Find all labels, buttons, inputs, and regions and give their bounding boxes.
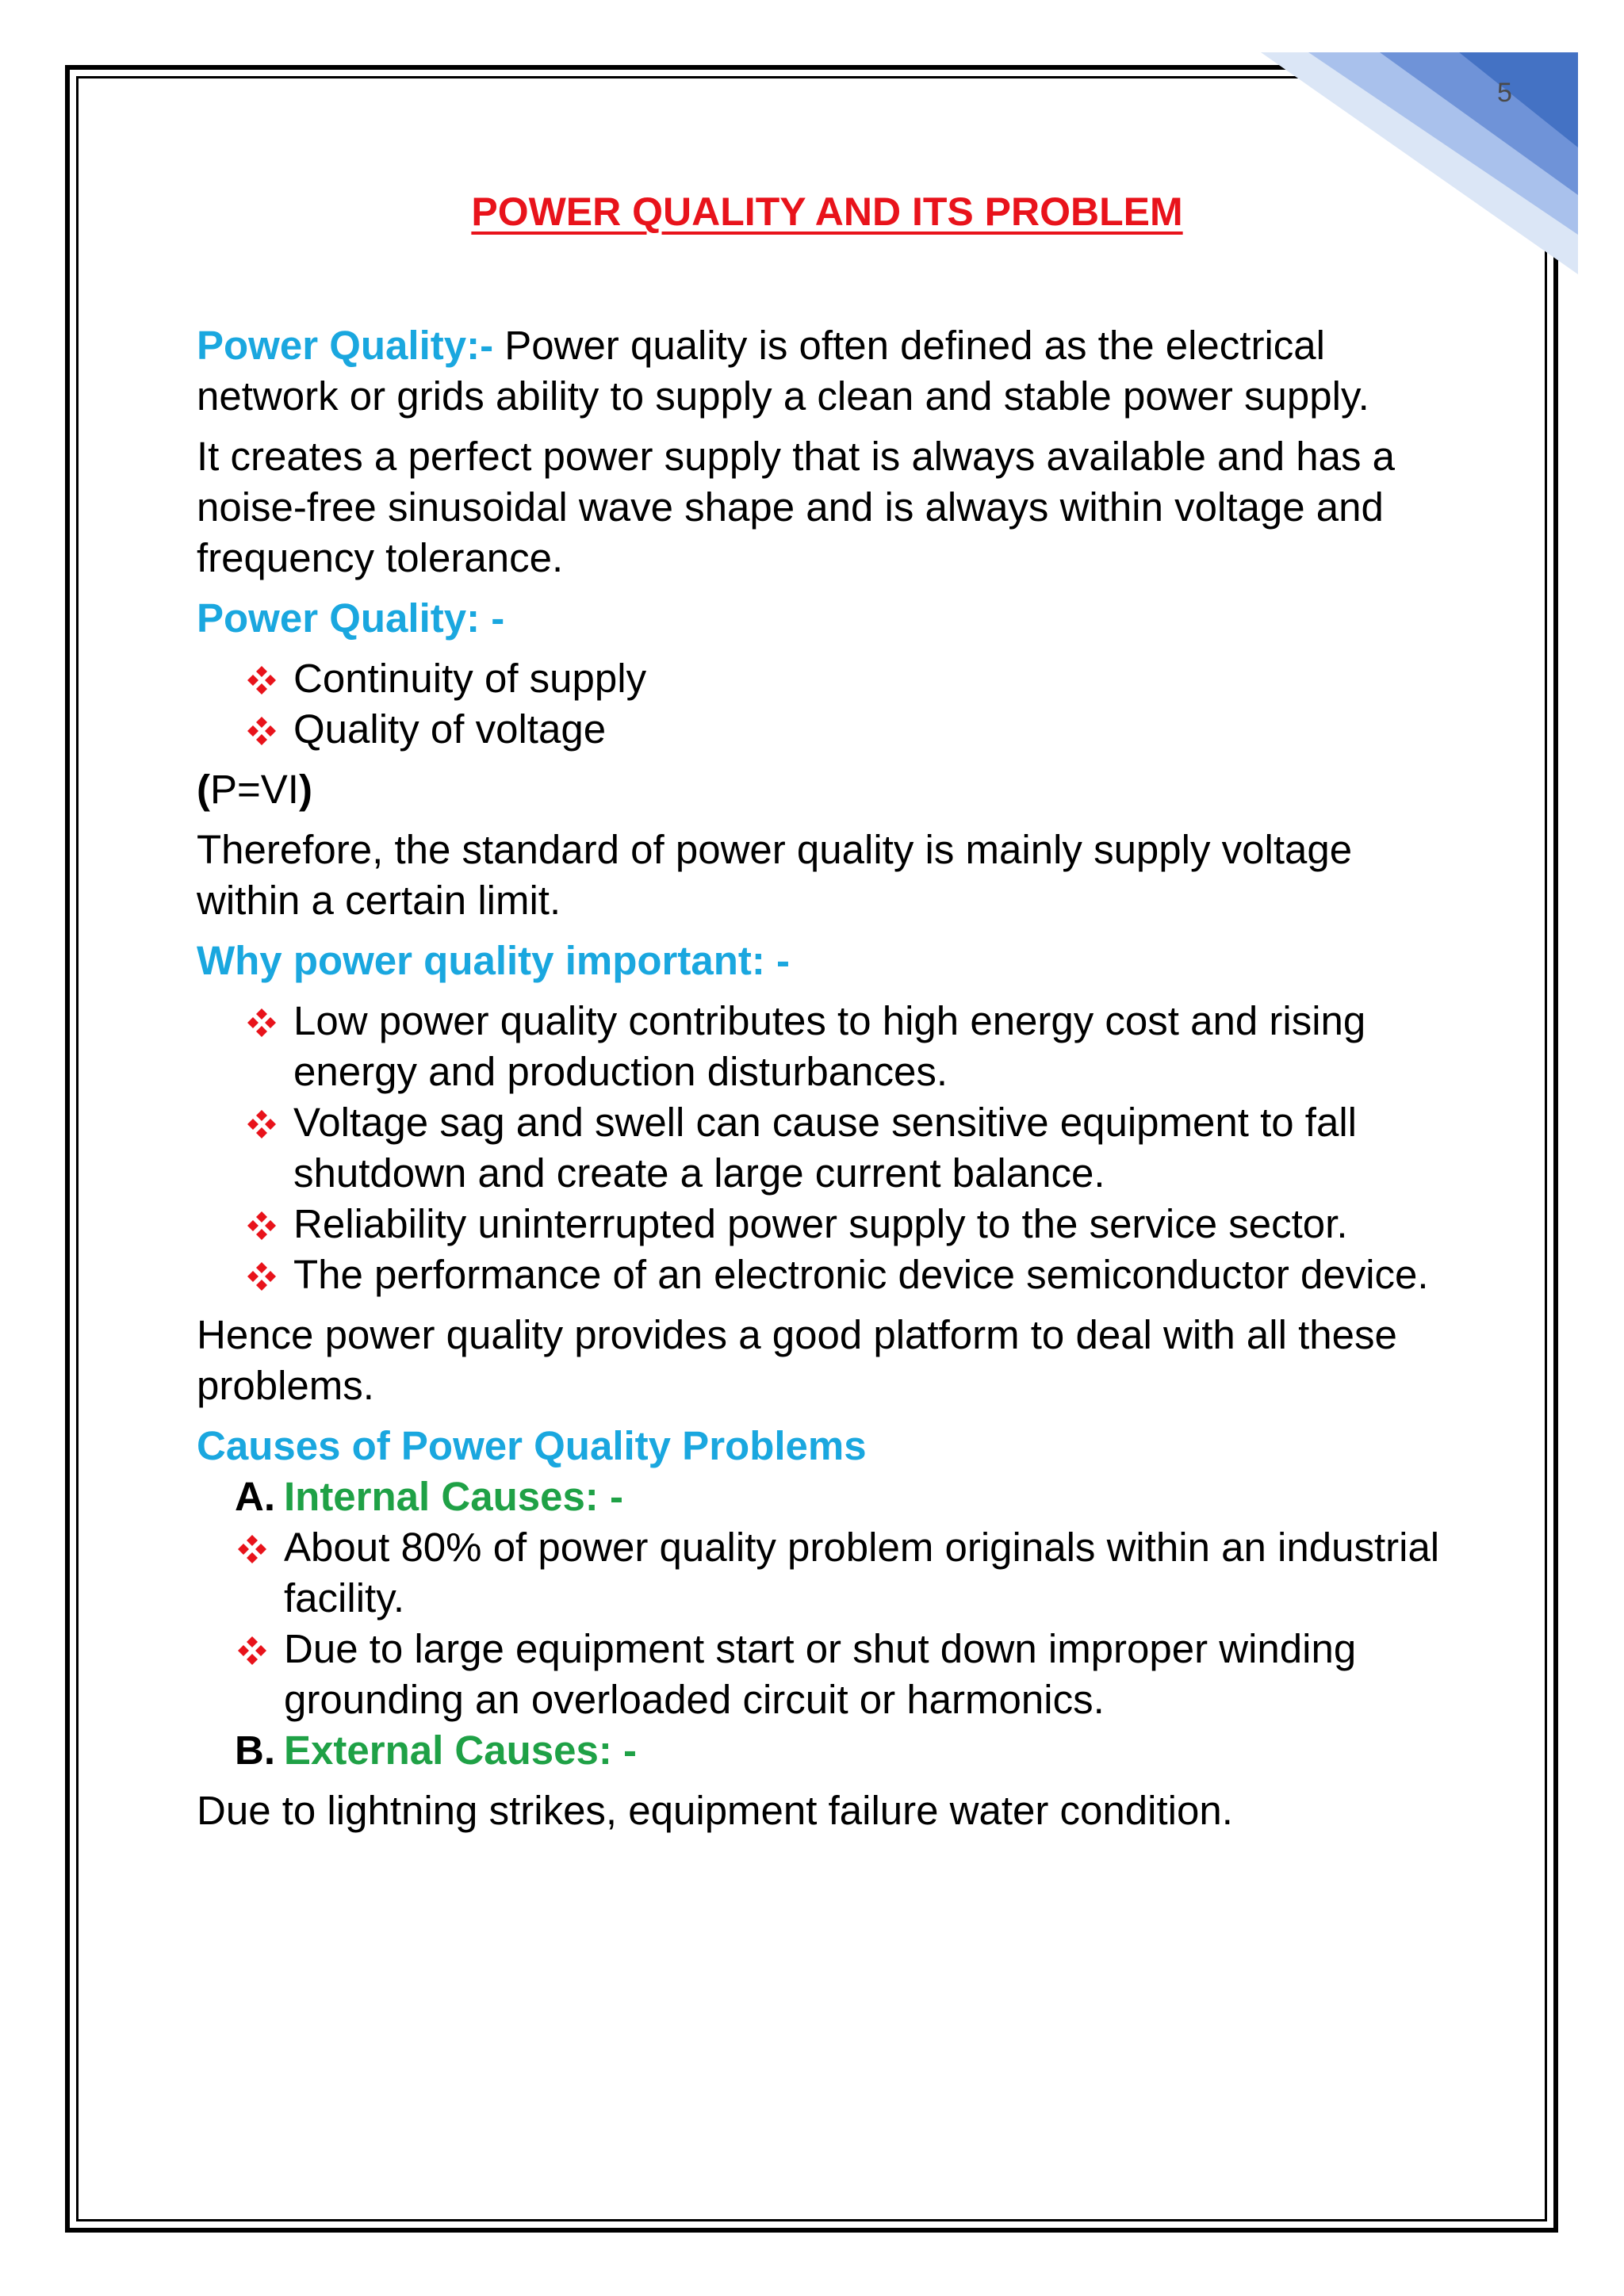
intro-paragraph (197, 320, 1457, 422)
four-diamond-bullet-icon (246, 1108, 278, 1140)
list-item: Continuity of supply (246, 653, 1457, 704)
bullet-list (246, 996, 1457, 1300)
section-heading: Causes of Power Quality Problems (197, 1423, 867, 1468)
paragraph: Therefore, the standard of power quality is mainly supply voltage within a certain limit. (197, 827, 1353, 923)
external-causes-heading: B. External Causes: - (235, 1728, 638, 1773)
internal-causes-heading: A. Internal Causes: - (235, 1474, 623, 1519)
four-diamond-bullet-icon (246, 1261, 278, 1292)
section-heading: Power Quality: - (197, 595, 505, 641)
list-item: Voltage sag and swell can cause sensitive equipment to fall shutdown and create a large current balance. (246, 1097, 1457, 1199)
list-item: Quality of voltage (246, 704, 1457, 755)
four-diamond-bullet-icon (236, 1533, 268, 1565)
four-diamond-bullet-icon (246, 1210, 278, 1242)
list-item: The performance of an electronic device semiconductor device. (246, 1249, 1457, 1300)
four-diamond-bullet-icon (246, 664, 278, 696)
document-body (197, 186, 1457, 1846)
page-title: POWER QUALITY AND ITS PROBLEM (471, 189, 1183, 234)
list-item: Due to large equipment start or shut down improper winding grounding an overloaded circuit or harmonics. (236, 1624, 1457, 1725)
four-diamond-bullet-icon (236, 1635, 268, 1667)
paragraph: Hence power quality provides a good platform to deal with all these problems. (197, 1312, 1397, 1408)
list-item: Low power quality contributes to high energy cost and rising energy and production disturbances. (246, 996, 1457, 1097)
intro-text: Power quality is often defined as the electrical network or grids ability to supply a clean and stable power supply. (197, 323, 1369, 419)
formula: (P=VI) (197, 767, 312, 812)
bullet-list (246, 653, 1457, 755)
bullet-list (236, 1522, 1457, 1725)
paragraph: It creates a perfect power supply that is always available and has a noise-free sinusoidal wave shape and is always within voltage and frequency tolerance. (197, 434, 1395, 580)
page-number: 5 (1497, 78, 1512, 108)
four-diamond-bullet-icon (246, 715, 278, 747)
four-diamond-bullet-icon (246, 1007, 278, 1039)
paragraph: Due to lightning strikes, equipment failure water condition. (197, 1788, 1233, 1833)
section-heading: Why power quality important: - (197, 938, 790, 983)
intro-heading: Power Quality:- (197, 323, 494, 368)
list-item: About 80% of power quality problem originals within an industrial facility. (236, 1522, 1457, 1624)
list-item: Reliability uninterrupted power supply to the service sector. (246, 1199, 1457, 1249)
